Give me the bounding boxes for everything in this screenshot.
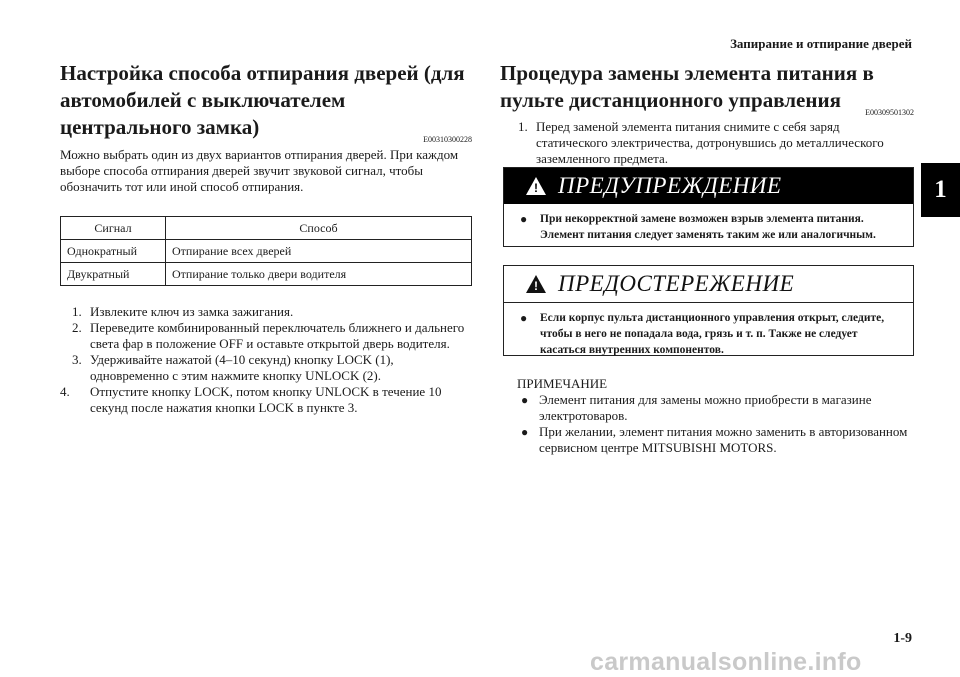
step-number: 2. [72,320,82,335]
step-text: Переведите комбинированный переключатель ближнего и дальнего света фар в положение OFF и оставьте открытой дверь водителя. [90,320,465,351]
list-item [503,392,914,424]
step-number: 3. [72,352,82,367]
bullet-icon: ● [521,393,529,407]
bullet-icon: ● [521,425,529,439]
step-text: Перед заменой элемента питания снимите с себя заряд статического электричества, дотронувшись до металлического заземленного предмета. [536,119,884,166]
step-text: Извлеките ключ из замка зажигания. [90,304,294,319]
bullet-icon: ● [520,311,528,325]
section-title-battery-replacement: Процедура замены элемента питания в пульте дистанционного управления [500,61,874,112]
warning-box [503,167,914,247]
caution-box [503,265,914,356]
table-cell: Отпирание всех дверей [166,240,472,263]
table-row [61,263,472,286]
step-text: Удерживайте нажатой (4–10 секунд) кнопку LOCK (1), одновременно с этим нажмите кнопку UNLOCK (2). [90,352,394,383]
table-header-method: Способ [166,217,472,240]
intro-paragraph: Можно выбрать один из двух вариантов отпирания дверей. При каждом выборе способа отпирания дверей звучит звуковой сигнал, чтобы обозначить тот или иной способ отпирания. [60,147,459,194]
table-cell: Отпирание только двери водителя [166,263,472,286]
section-code: E00309501302 [865,108,914,117]
table-header-signal: Сигнал [61,217,166,240]
list-item [60,352,472,384]
warning-triangle-icon: ! [526,275,546,293]
list-item [60,320,472,352]
list-item [60,384,472,416]
table-header-row [61,217,472,240]
table-row [61,240,472,263]
warning-heading: ПРЕДУПРЕЖДЕНИЕ [558,173,782,198]
warning-triangle-icon: ! [526,177,546,195]
table-cell: Однократный [61,240,166,263]
table-cell: Двукратный [61,263,166,286]
note-heading: ПРИМЕЧАНИЕ [517,376,608,391]
steps-list [500,119,914,167]
bullet-icon: ● [520,212,528,226]
caution-body [504,303,913,367]
note-item-text: Элемент питания для замены можно приобрести в магазине электротоваров. [539,392,872,423]
right-section [500,60,914,167]
step-number: 1. [72,304,82,319]
caution-heading: ПРЕДОСТЕРЕЖЕНИЕ [558,271,795,296]
warning-header [504,168,913,204]
warning-text: При некорректной замене возможен взрыв элемента питания. Элемент питания следует заменять таким же или аналогичным. [540,213,876,241]
list-item [503,424,914,456]
list-item [500,119,914,167]
chapter-tab: 1 [921,163,960,217]
list-item [60,304,472,320]
step-number: 4. [60,384,70,399]
running-header: Запирание и отпирание дверей [730,36,912,51]
caution-text: Если корпус пульта дистанционного управления открыт, следите, чтобы в него не попадала вода, грязь и т. п. Также не следует касаться внутренних компонентов. [540,312,885,356]
step-number: 1. [518,119,528,134]
steps-list [60,304,472,416]
signal-table [60,216,472,286]
note-block [503,376,914,456]
caution-header [504,266,913,303]
note-item-text: При желании, элемент питания можно заменить в авторизованном сервисном центре MITSUBISHI MOTORS. [539,424,908,455]
section-code: E00310300228 [423,135,472,144]
warning-body [504,204,913,252]
page-number: 1-9 [893,631,912,646]
step-text: Отпустите кнопку LOCK, потом кнопку UNLOCK в течение 10 секунд после нажатия кнопки LOCK в пункте 3. [90,384,442,415]
section-title-door-unlock-setting: Настройка способа отпирания дверей (для автомобилей с выключателем центрального замка) [60,61,465,139]
left-section [60,60,472,416]
watermark: carmanualsonline.info [590,648,862,676]
